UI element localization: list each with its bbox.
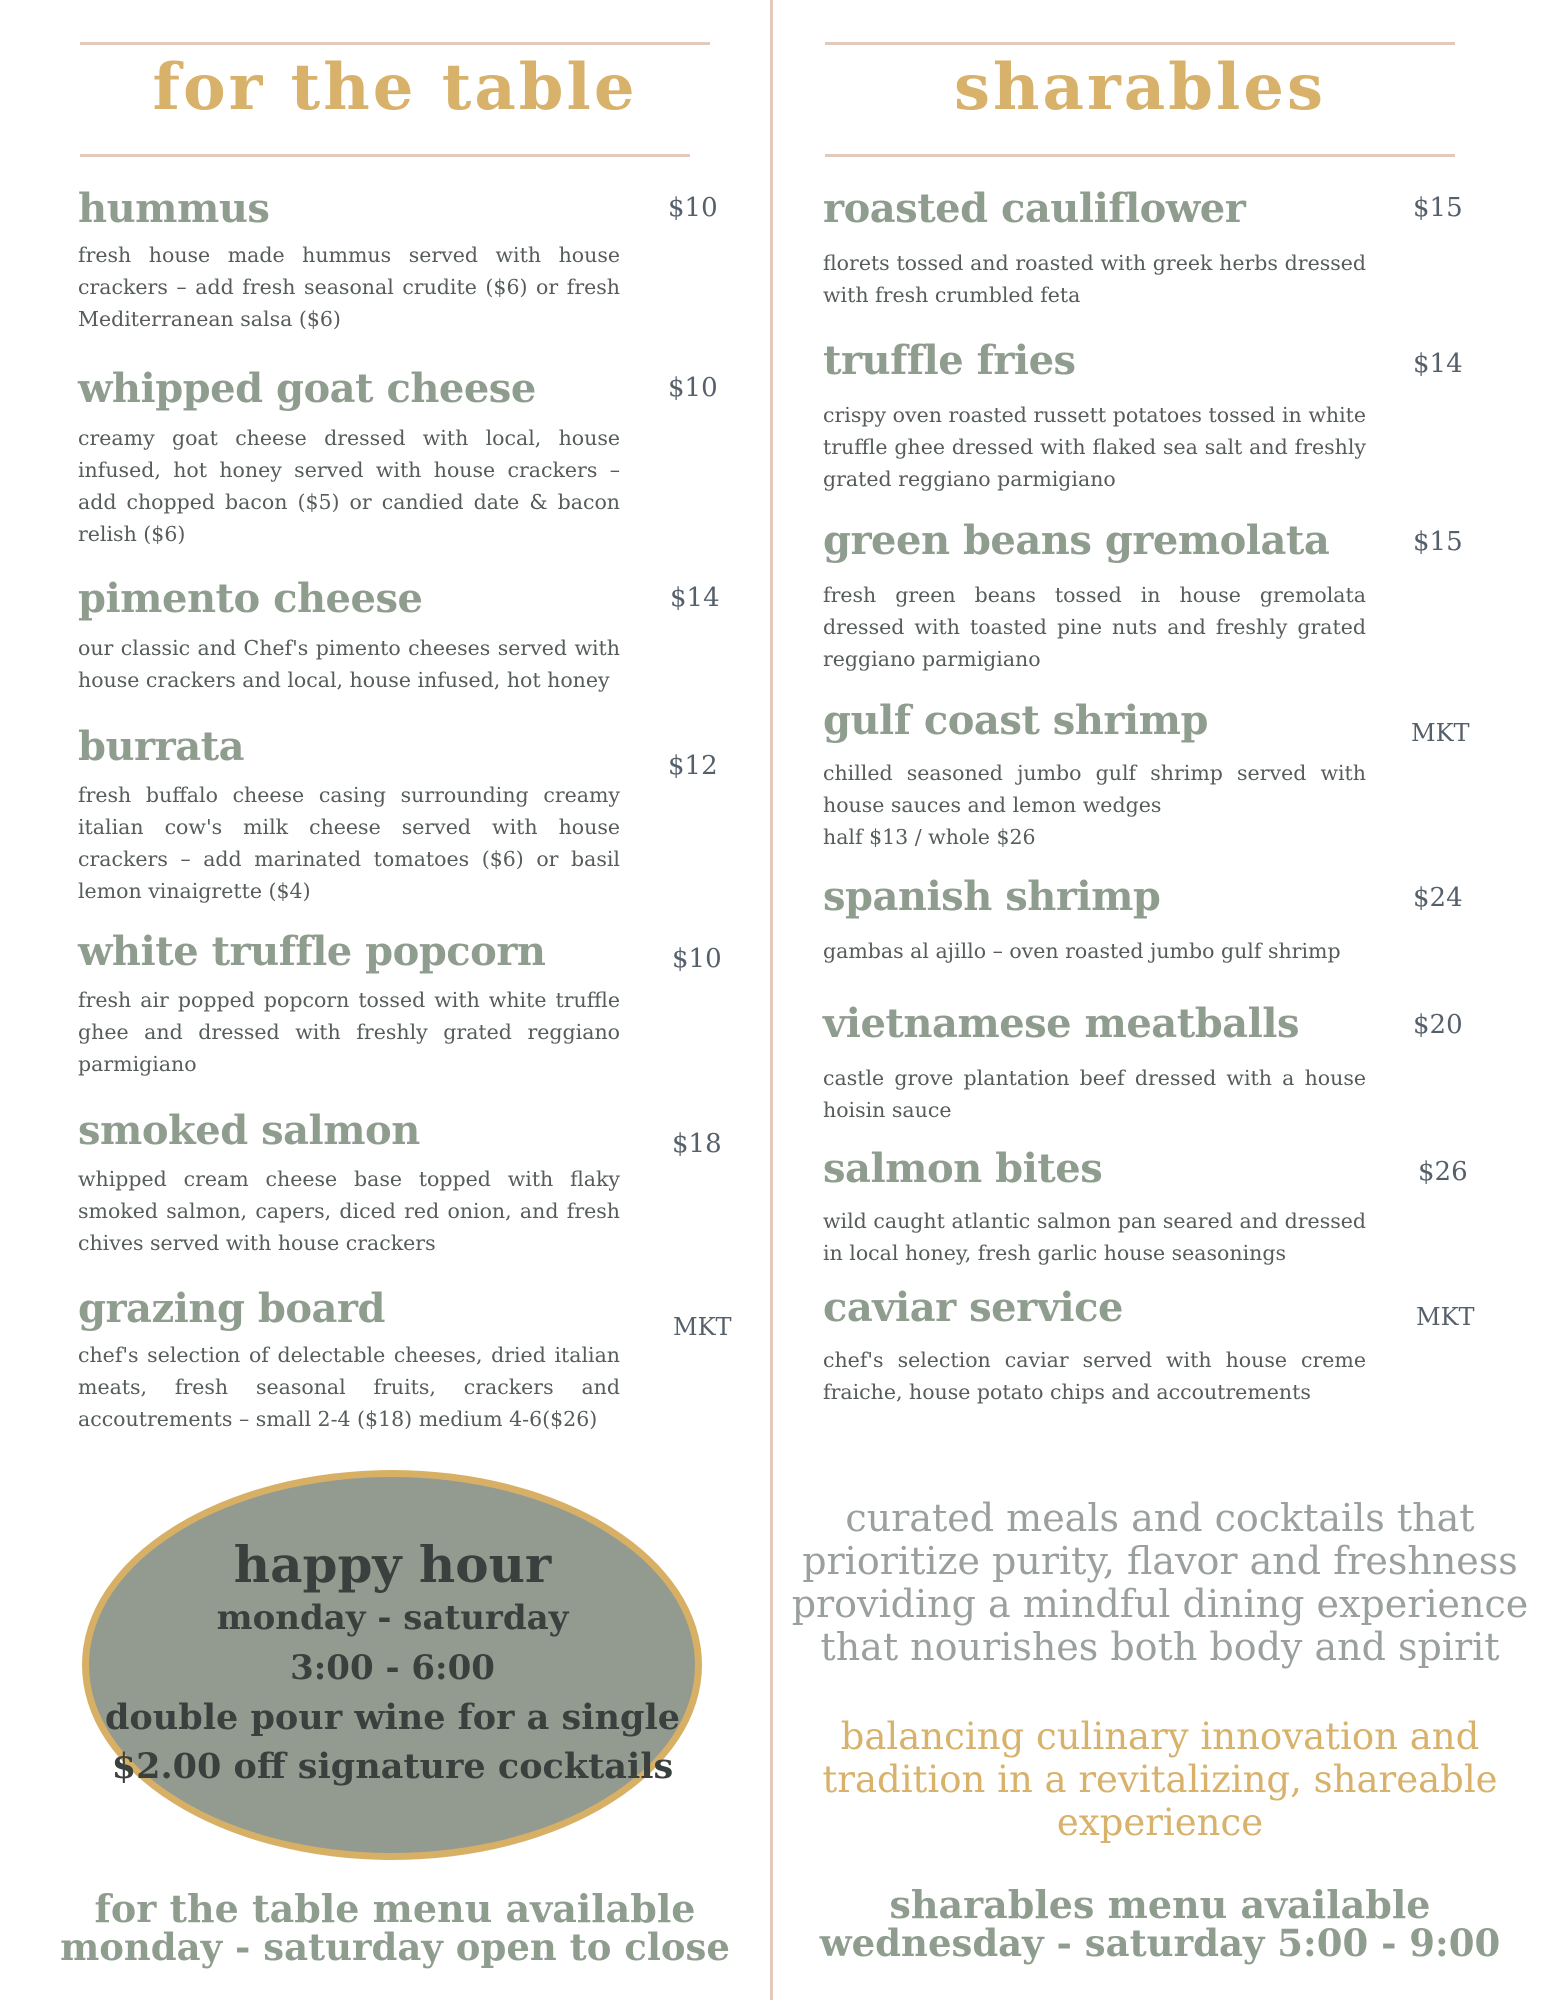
item-price: $10 (668, 373, 718, 403)
bottom-rule-right (825, 154, 1455, 157)
happy-hour-time: 3:00 - 6:00 (290, 1648, 495, 1688)
tagline-balance-line: balancing culinary innovation and (840, 1715, 1480, 1758)
item-description: chilled seasoned jumbo gulf shrimp served with house sauces and lemon wedges (823, 761, 1366, 817)
item-price: MKT (1416, 1303, 1475, 1331)
item-price: $26 (1418, 1157, 1468, 1187)
item-price: $24 (1413, 883, 1463, 913)
item-price: $15 (1413, 527, 1463, 557)
sharables-availability-line1: sharables menu available (889, 1882, 1431, 1927)
tagline-mission-line: prioritize purity, flavor and freshness (802, 1539, 1518, 1583)
item-name: pimento cheese (78, 575, 423, 622)
item-price: $14 (670, 583, 720, 613)
section-title-for-the-table: for the table (152, 50, 638, 125)
item-price: $15 (1413, 193, 1463, 223)
item-description: whipped cream cheese base topped with flaky smoked salmon, capers, diced red onion, and fresh chives served with house crackers (78, 1167, 620, 1255)
happy-hour-title: happy hour (233, 1535, 552, 1594)
top-rule-left (80, 42, 710, 45)
item-description: chef's selection caviar served with house creme fraiche, house potato chips and accoutrements (823, 1348, 1366, 1404)
top-rule-right (825, 42, 1455, 45)
item-name: hummus (78, 185, 270, 232)
item-name: burrata (78, 723, 245, 770)
item-name: white truffle popcorn (78, 928, 546, 975)
item-name: whipped goat cheese (78, 365, 536, 412)
item-description: florets tossed and roasted with greek herbs dressed with fresh crumbled feta (823, 251, 1366, 307)
item-description: fresh air popped popcorn tossed with white truffle ghee and dressed with freshly grated reggiano parmigiano (78, 988, 620, 1076)
item-description: fresh green beans tossed in house gremolata dressed with toasted pine nuts and freshly grated reggiano parmigiano (823, 583, 1366, 671)
item-name: green beans gremolata (823, 517, 1330, 564)
happy-hour-offer-wine: double pour wine for a single (104, 1697, 681, 1738)
item-price: $10 (668, 193, 718, 223)
section-title-sharables: sharables (953, 50, 1327, 125)
tagline-mission-line: providing a mindful dining experience (791, 1582, 1529, 1626)
item-name: smoked salmon (78, 1107, 420, 1154)
item-description: chef's selection of delectable cheeses, dried italian meats, fresh seasonal fruits, crackers and accoutrements – small 2-4 ($18) medium 4-6($26) (78, 1343, 620, 1431)
item-description: our classic and Chef's pimento cheeses served with house crackers and local, house infused, hot honey (78, 636, 620, 692)
item-name: grazing board (78, 1285, 385, 1332)
tagline-balance-line: experience (1056, 1801, 1264, 1844)
column-divider (770, 0, 773, 2000)
happy-hour-offer-cocktails: $2.00 off signature cocktails (111, 1746, 674, 1787)
item-name: salmon bites (823, 1145, 1103, 1192)
item-price: $18 (672, 1129, 722, 1159)
for-the-table-availability-line1: for the table menu available (94, 1886, 696, 1931)
item-name: gulf coast shrimp (823, 697, 1208, 744)
tagline-mission (775, 1497, 1545, 1669)
item-price: MKT (673, 1313, 732, 1341)
item-description: fresh house made hummus served with house crackers – add fresh seasonal crudite ($6) or fresh Mediterranean salsa ($6) (78, 243, 620, 331)
item-description: castle grove plantation beef dressed with a house hoisin sauce (823, 1066, 1366, 1122)
bottom-rule-left (80, 154, 690, 157)
item-description-portions: half $13 / whole $26 (823, 825, 1036, 849)
tagline-balance (775, 1715, 1545, 1844)
item-name: caviar service (823, 1284, 1123, 1331)
item-price: MKT (1411, 719, 1470, 747)
item-name: vietnamese meatballs (823, 1000, 1299, 1047)
item-description: wild caught atlantic salmon pan seared and dressed in local honey, fresh garlic house seasonings (823, 1209, 1366, 1265)
item-description: fresh buffalo cheese casing surrounding creamy italian cow's milk cheese served with house crackers – add marinated tomatoes ($6) or basil lemon vinaigrette ($4) (78, 783, 620, 903)
tagline-mission-line: that nourishes both body and spirit (820, 1625, 1500, 1669)
item-name: truffle fries (823, 337, 1076, 384)
item-description: gambas al ajillo – oven roasted jumbo gulf shrimp (823, 939, 1341, 963)
sharables-availability-line2: wednesday - saturday 5:00 - 9:00 (819, 1921, 1501, 1965)
for-the-table-availability-line2: monday - saturday open to close (60, 1925, 730, 1969)
happy-hour-days: monday - saturday (216, 1598, 569, 1638)
tagline-mission-line: curated meals and cocktails that (845, 1496, 1475, 1540)
tagline-balance-line: tradition in a revitalizing, shareable (822, 1758, 1498, 1801)
item-name: spanish shrimp (823, 873, 1161, 920)
item-price: $14 (1413, 349, 1463, 379)
item-price: $20 (1413, 1010, 1463, 1040)
item-price: $10 (672, 944, 722, 974)
item-name: roasted cauliflower (823, 185, 1246, 232)
item-price: $12 (668, 751, 718, 781)
item-description: crispy oven roasted russett potatoes tossed in white truffle ghee dressed with flaked sea salt and freshly grated reggiano parmigiano (823, 403, 1366, 491)
item-description: creamy goat cheese dressed with local, house infused, hot honey served with house crackers – add chopped bacon ($5) or candied date & bacon relish ($6) (78, 426, 620, 546)
